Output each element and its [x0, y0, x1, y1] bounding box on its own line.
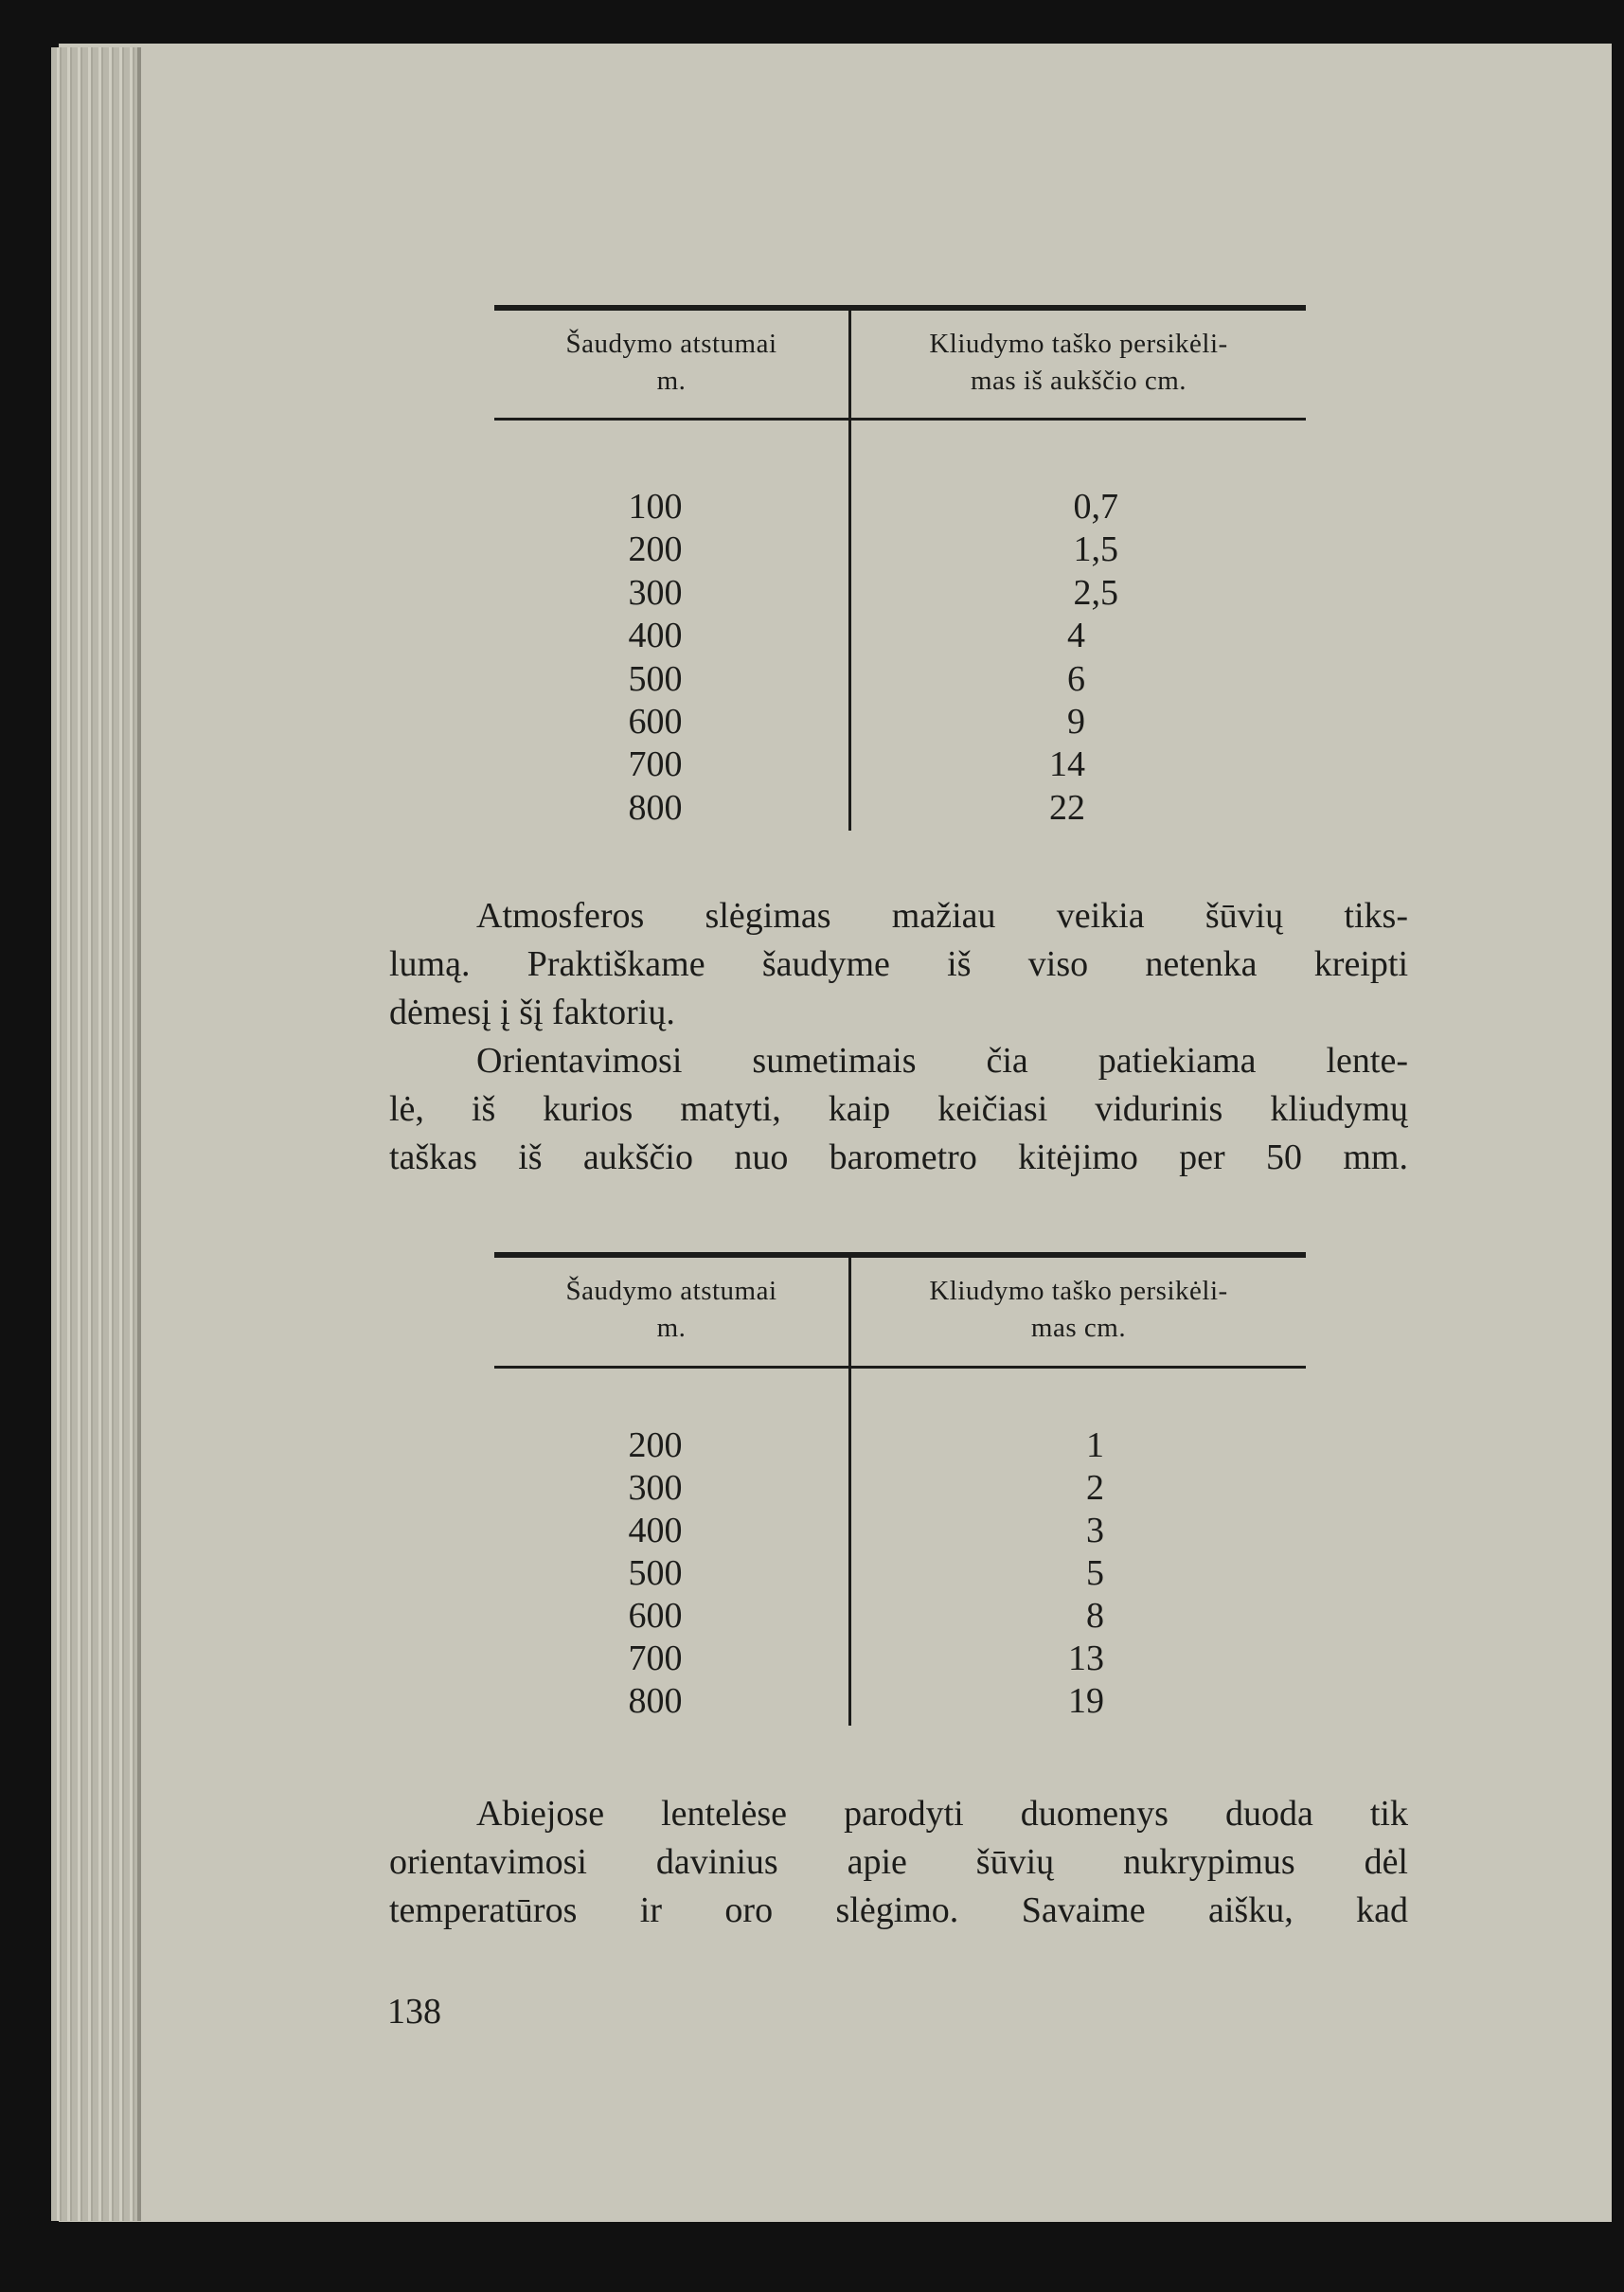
cell-deviation: 0,7: [1073, 487, 1118, 527]
page-edges: [51, 47, 141, 2221]
header-line: m.: [656, 1313, 687, 1343]
table-top-rule: [494, 305, 1306, 311]
text-line: lė, iš kurios matyti, kaip keičiasi vidurinis kliudymų: [389, 1089, 1408, 1129]
text-line: Atmosferos slėgimas mažiau veikia šūvių tiks-: [476, 896, 1408, 936]
column-header-deviation: [851, 1273, 1306, 1347]
cell-distance: 800: [628, 787, 683, 828]
cell-distance: 500: [628, 658, 683, 699]
text-line: Abiejose lentelėse parodyti duomenys duoda tik: [476, 1794, 1408, 1834]
cell-distance: 500: [628, 1553, 683, 1593]
cell-deviation: 9: [1067, 702, 1085, 742]
cell-distance: 300: [628, 572, 683, 613]
header-line: mas cm.: [1030, 1313, 1127, 1343]
text-line: taškas iš aukščio nuo barometro kitėjimo per 50 mm.: [389, 1137, 1408, 1177]
text-line: orientavimosi davinius apie šūvių nukrypimus dėl: [389, 1842, 1408, 1882]
cell-deviation: 2,5: [1073, 572, 1118, 613]
column-header-distance: [494, 326, 848, 400]
cell-distance: 800: [628, 1681, 683, 1721]
cell-distance: 600: [628, 1596, 683, 1636]
column-header-distance: [494, 1273, 848, 1347]
text-line: temperatūros ir oro slėgimo. Savaime aišku, kad: [389, 1890, 1408, 1930]
table-top-rule: [494, 1252, 1306, 1258]
header-line: Šaudymo atstumai: [565, 1276, 777, 1306]
cell-distance: 400: [628, 616, 683, 656]
page-number: 138: [387, 1992, 441, 2032]
cell-distance: 700: [628, 744, 683, 785]
text-line: lumą. Praktiškame šaudyme iš viso netenka kreipti: [389, 944, 1408, 984]
cell-deviation: 22: [1049, 787, 1085, 828]
header-line: Kliudymo taško persikėli-: [929, 329, 1228, 359]
table-header-rule: [494, 1366, 1306, 1369]
text-line: Orientavimosi sumetimais čia patiekiama lente-: [476, 1041, 1408, 1081]
cell-deviation: 8: [1086, 1596, 1104, 1636]
cell-deviation: 19: [1068, 1681, 1104, 1721]
header-line: mas iš aukščio cm.: [970, 366, 1187, 396]
cell-distance: 300: [628, 1468, 683, 1508]
table-header-rule: [494, 418, 1306, 421]
cell-distance: 100: [628, 487, 683, 527]
cell-deviation: 13: [1068, 1638, 1104, 1678]
column-header-deviation: [851, 326, 1306, 400]
cell-deviation: 6: [1067, 658, 1085, 699]
cell-deviation: 2: [1086, 1468, 1104, 1508]
cell-deviation: 1: [1086, 1425, 1104, 1465]
cell-deviation: 4: [1067, 616, 1085, 656]
paragraph-3: [389, 1790, 1408, 1935]
cell-deviation: 3: [1086, 1511, 1104, 1550]
header-line: Kliudymo taško persikėli-: [929, 1276, 1228, 1306]
cell-deviation: 1,5: [1073, 529, 1118, 570]
paragraph-1: [389, 892, 1408, 1037]
cell-deviation: 14: [1049, 744, 1085, 785]
text-line: dėmesį į šį faktorių.: [389, 993, 675, 1032]
header-line: Šaudymo atstumai: [565, 329, 777, 359]
cell-distance: 700: [628, 1638, 683, 1678]
paragraph-2: [389, 1037, 1408, 1182]
cell-distance: 600: [628, 702, 683, 742]
cell-distance: 400: [628, 1511, 683, 1550]
cell-deviation: 5: [1086, 1553, 1104, 1593]
cell-distance: 200: [628, 529, 683, 570]
cell-distance: 200: [628, 1425, 683, 1465]
header-line: m.: [656, 366, 687, 396]
